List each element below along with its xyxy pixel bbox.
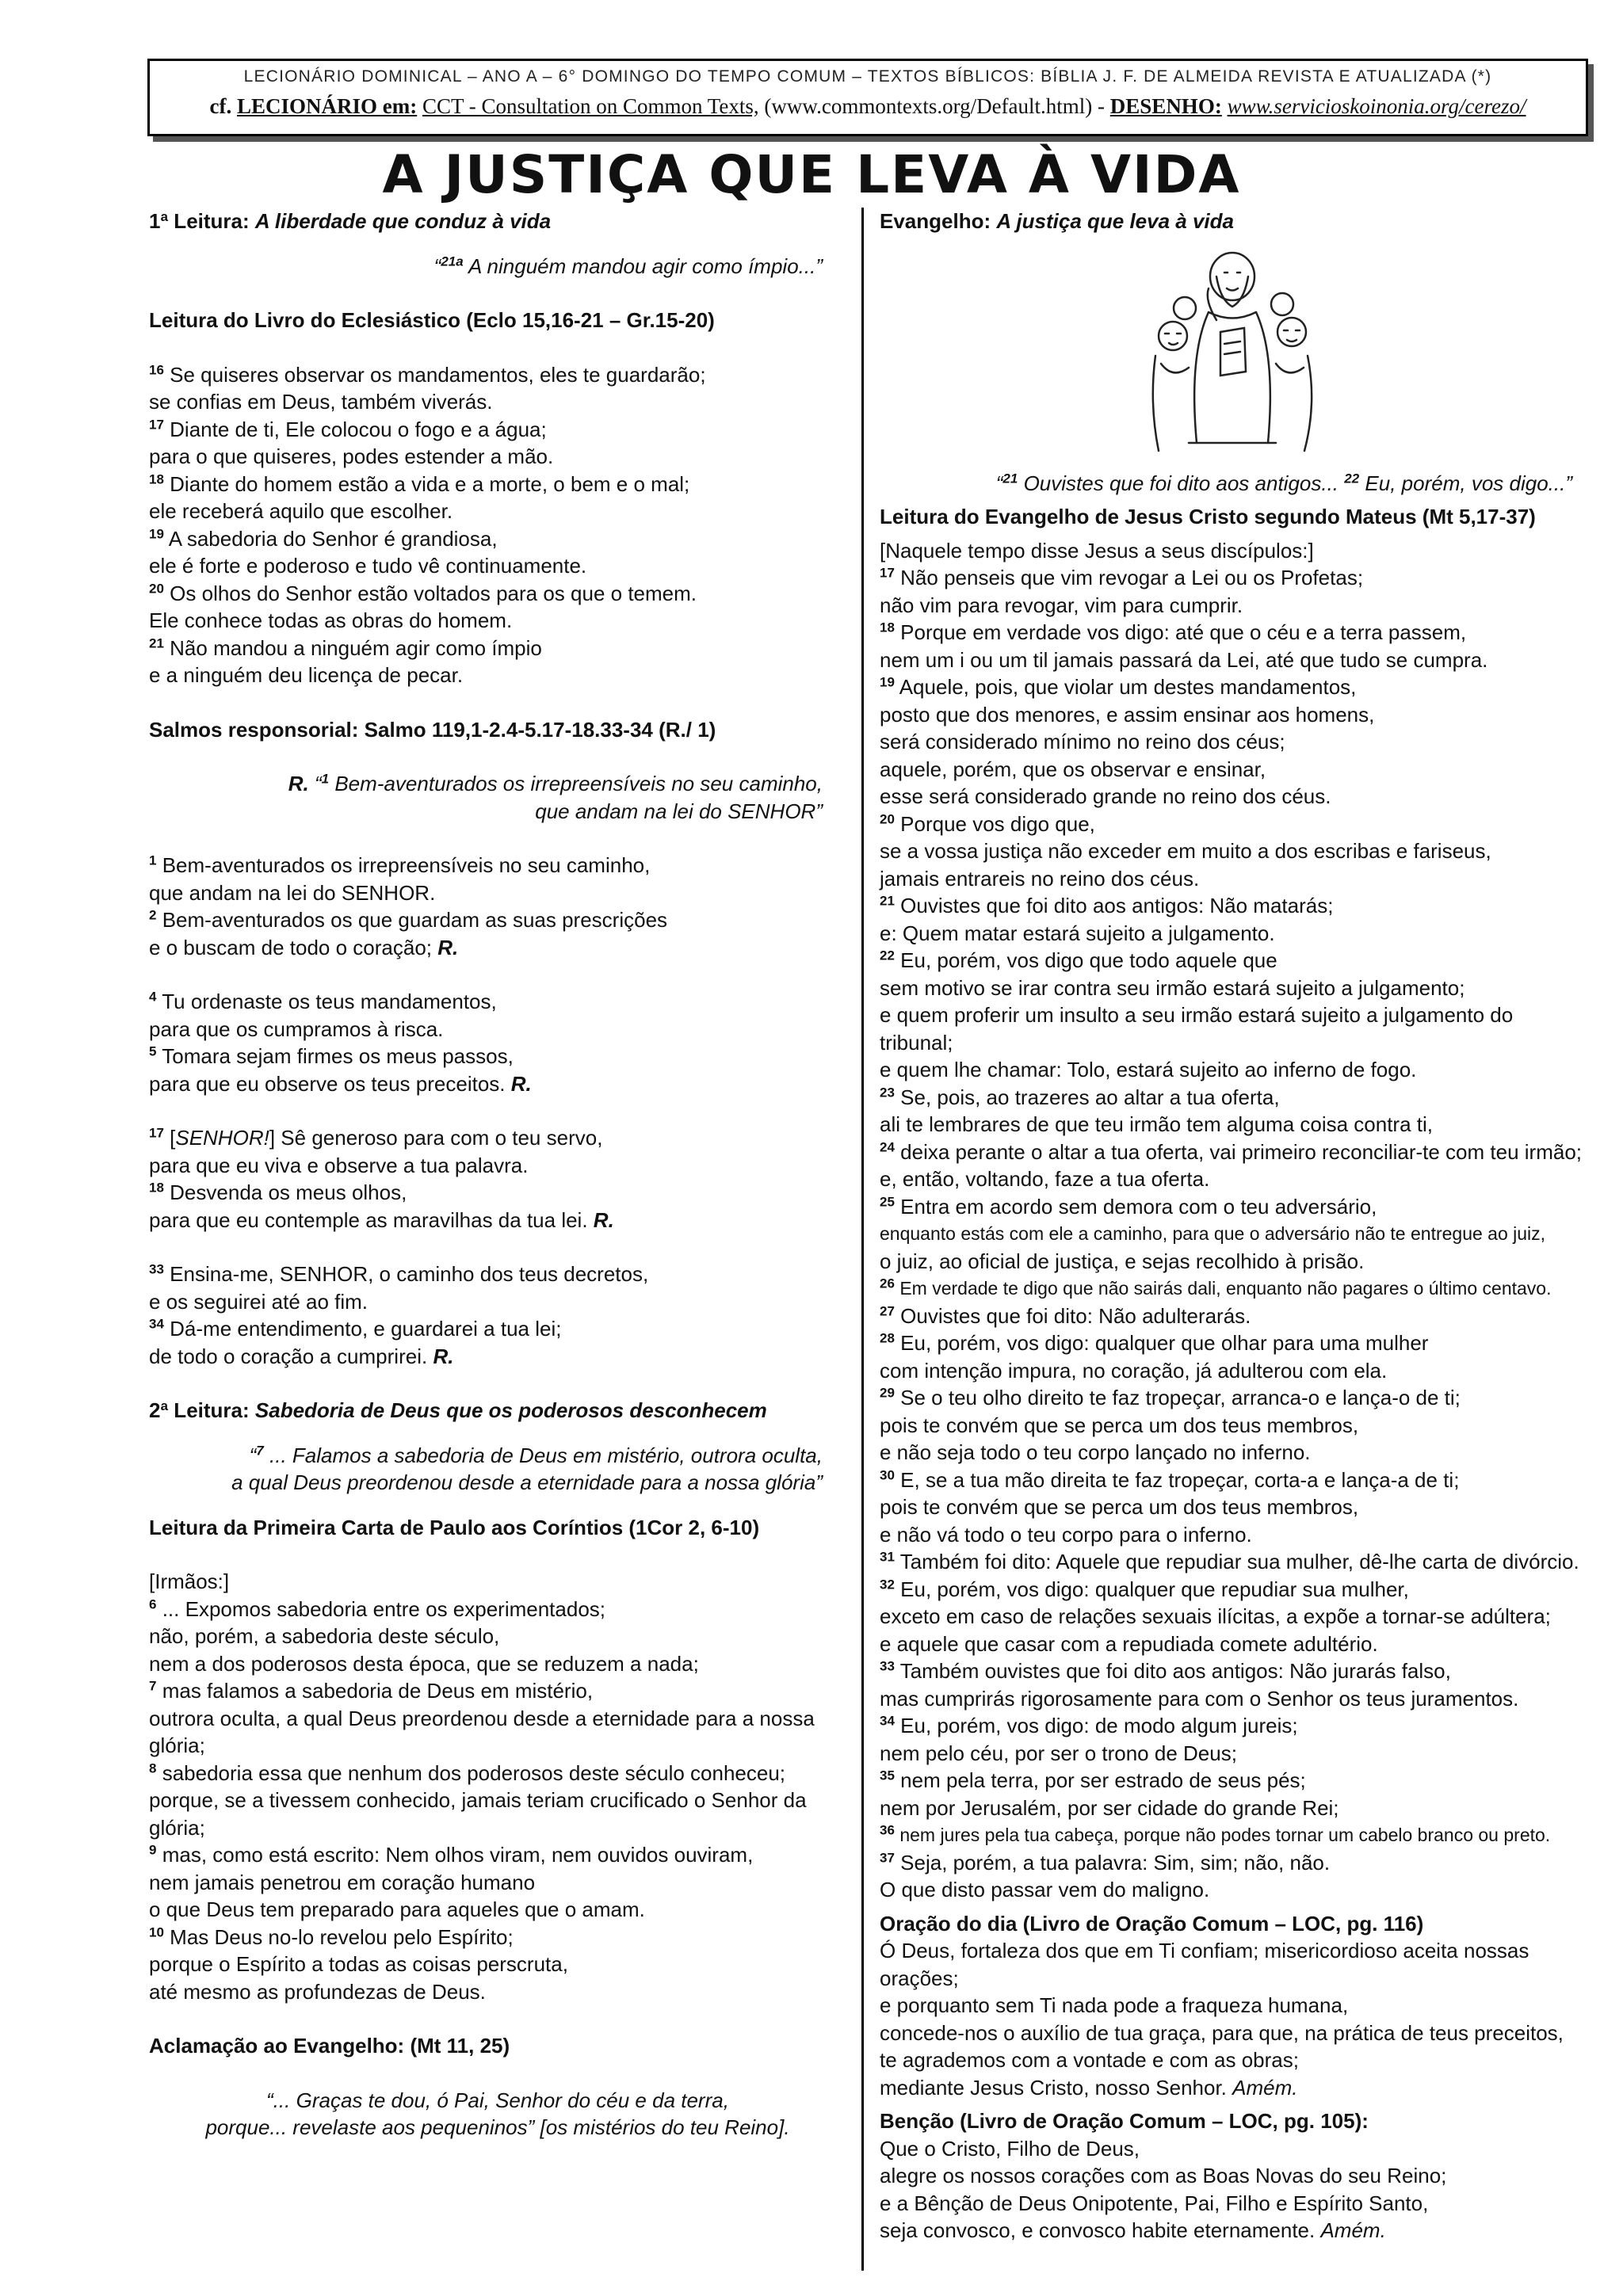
blessing-source: Benção (Livro de Oração Comum – LOC, pg. 105): [880,2109,1369,2133]
verse-line: não vim para revogar, vim para cumprir. [880,593,1243,617]
verse-line: $^4$ Tu ordenaste os teus mandamentos, [149,989,497,1013]
verse-line: nem a dos poderosos desta época, que se reduzem a nada; [149,1651,699,1676]
second-reading-quote-2: a qual Deus preordenou desde a eternidade para a nossa glória” [231,1470,823,1494]
verse-line: $^{18}$ Porque em verdade vos digo: até que o céu e a terra passem, [880,620,1467,644]
verse-line: O que disto passar vem do maligno. [880,1878,1210,1901]
prayer-source: Oração do dia (Livro de Oração Comum – LOC, pg. 116) [880,1911,1424,1936]
verse-line: $^{30}$ E, se a tua mão direita te faz tropeçar, corta-a e lança-a de ti; [880,1466,1460,1492]
verse-line: Ele conhece todas as obras do homem. [149,608,513,632]
verse-line: o que Deus tem preparado para aqueles que o amam. [149,1897,645,1921]
column-divider [861,208,864,2271]
verse-line: $^{36}$ nem jures pela tua cabeça, porque não podes tornar um cabelo branco ou preto. [880,1822,1551,1845]
verse-line: $^{16}$ Se quiseres observar os mandamentos, eles te guardarão; [149,361,706,387]
second-reading-source: Leitura da Primeira Carta de Paulo aos Coríntios (1Cor 2, 6-10) [149,1515,760,1539]
verse-line: e aquele que casar com a repudiada comete adultério. [880,1631,1378,1656]
verse-line: e não seja todo o teu corpo lançado no inferno. [880,1440,1311,1464]
prayer-last-line: mediante Jesus Cristo, nosso Senhor. Amém. [880,2075,1298,2100]
verse-line: $^1$ Bem-aventurados os irrepreensíveis no seu caminho, [149,852,651,877]
verse-line: se a vossa justiça não exceder em muito a dos escribas e fariseus, [880,839,1491,863]
acclamation-line-1: “... Graças te dou, ó Pai, Senhor do céu e da terra, [266,2088,729,2112]
verse-line: $^{31}$ Também foi dito: Aquele que repudiar sua mulher, dê-lhe carta de divórcio. [880,1549,1579,1573]
acclamation-source: Aclamação ao Evangelho: (Mt 11, 25) [149,2034,510,2058]
verse-line: e quem proferir um insulto a seu irmão estará sujeito a julgamento do tribunal; [880,1003,1514,1055]
text-line: te agrademos com a vontade e com as obras; [880,2048,1299,2072]
verse-line: $^{34}$ Dá-me entendimento, e guardarei a tua lei; [149,1316,562,1341]
verse-line: $^{23}$ Se, pois, ao trazeres ao altar a tua oferta, [880,1084,1280,1109]
text-line: concede-nos o auxílio de tua graça, para que, na prática de teus preceitos, [880,2020,1564,2045]
text-line: e porquanto sem Ti nada pode a fraqueza humana, [880,1993,1349,2017]
verse-line: $^{17}$ Diante de ti, Ele colocou o fogo e a água; [149,416,547,441]
verse-line: enquanto estás com ele a caminho, para que o adversário não te entregue ao juiz, [880,1223,1546,1244]
text-line: alegre os nossos corações com as Boas Novas do seu Reino; [880,2164,1447,2187]
first-reading-text [149,361,846,689]
left-column [149,208,846,2142]
verse-line: e a ninguém deu licença de pecar. [149,663,464,687]
verse-line: para que eu observe os teus preceitos. R. [149,1071,532,1096]
verse-line: ele receberá aquilo que escolher. [149,499,453,523]
blessing-last-line: seja convosco, e convosco habite eternamente. Amém. [880,2218,1386,2242]
verse-line: $^{27}$ Ouvistes que foi dito: Não adulterarás. [880,1302,1251,1328]
page-title: A JUSTIÇA QUE LEVA À VIDA [382,144,1241,205]
header-lecionario: LECIONÁRIO em: [236,94,418,118]
verse-line: e quem lhe chamar: Tolo, estará sujeito ao inferno de fogo. [880,1058,1417,1081]
jesus-disciples-drawing [880,245,1585,459]
gospel-intro: [Naquele tempo disse Jesus a seus discípulos:] [880,538,1314,563]
psalm-source: Salmos responsorial: Salmo 119,1-2.4-5.17-18.33-34 (R./ 1) [149,717,716,742]
psalm-stanza-1 [149,852,846,961]
verse-line: que andam na lei do SENHOR. [149,880,436,905]
psalm-stanza-2 [149,988,846,1097]
verse-line: e: Quem matar estará sujeito a julgamento. [880,921,1275,945]
verse-line: $^{25}$ Entra em acordo sem demora com o teu adversário, [880,1193,1377,1219]
verse-line: $^5$ Tomara sejam firmes os meus passos, [149,1043,514,1068]
verse-line: nem por Jerusalém, por ser cidade do grande Rei; [880,1795,1339,1820]
verse-line: e não vá todo o teu corpo para o inferno. [880,1522,1252,1547]
text-line: Que o Cristo, Filho de Deus, [880,2136,1140,2161]
verse-line: $^{21}$ Não mandou a ninguém agir como ímpio [149,635,542,660]
verse-line: $^{26}$ Em verdade te digo que não sairás dali, enquanto não pagares o último centavo. [880,1276,1552,1299]
verse-line: mas cumprirás rigorosamente para com o Senhor os teus juramentos. [880,1686,1519,1711]
verse-line: ele é forte e poderoso e tudo vê continuamente. [149,554,587,578]
gospel-text [880,564,1585,1904]
verse-line: $^{24}$ deixa perante o altar a tua oferta, vai primeiro reconciliar-te com teu irmão; [880,1138,1582,1164]
verse-line: pois te convém que se perca um dos teus membros, [880,1495,1359,1519]
verse-line: até mesmo as profundezas de Deus. [149,1979,486,2004]
verse-line: $^{33}$ Ensina-me, SENHOR, o caminho dos teus decretos, [149,1261,649,1286]
verse-line: porque o Espírito a todas as coisas perscruta, [149,1952,568,1976]
verse-line: $^9$ mas, como está escrito: Nem olhos viram, nem ouvidos ouviram, [149,1842,754,1867]
response-marker: R. [593,1207,614,1232]
verse-line: $^{18}$ Desvenda os meus olhos, [149,1180,407,1204]
right-column [880,208,1585,2245]
response-marker: R. [437,935,459,959]
verse-line: sem motivo se irar contra seu irmão estará sujeito a julgamento; [880,975,1465,1000]
second-reading-text [149,1596,846,2006]
first-reading-heading: 1ª Leitura: A liberdade que conduz à vida [149,209,552,233]
header-cct-url: (www.commontexts.org/Default.html) - [764,94,1106,118]
second-reading-quote: “$^7$ ... Falamos a sabedoria de Deus em mistério, outrora oculta, [249,1442,823,1467]
verse-line: de todo o coração a cumprirei. R. [149,1344,454,1368]
psalm-stanza-4 [149,1261,846,1370]
verse-line: não, porém, a sabedoria deste século, [149,1624,500,1648]
psalm-stanza-3: $^{17}$ [SENHOR!] Sê generoso para com o teu servo, para que eu viva e observe a tua palavra. $^{18}$ Desvenda os meus olhos, para que eu contemple as maravilhas da tua lei. R. [149,1124,846,1234]
second-reading-intro: [Irmãos:] [149,1569,230,1593]
verse-line: nem pelo céu, por ser o trono de Deus; [880,1741,1237,1765]
verse-line: $^{35}$ nem pela terra, por ser estrado de seus pés; [880,1768,1306,1792]
verse-line: $^{19}$ A sabedoria do Senhor é grandiosa, [149,525,498,551]
header-cct-link[interactable]: CCT - Consultation on Common Texts, [422,94,759,118]
verse-line: para que os cumpramos à risca. [149,1016,444,1041]
verse-line: $^{17}$ Não penseis que vim revogar a Lei ou os Profetas; [880,565,1364,589]
header-line-1: LECIONÁRIO DOMINICAL – ANO A – 6° DOMINGO DO TEMPO COMUM – TEXTOS BÍBLICOS: BÍBLIA J. F. DE ALMEIDA REVISTA E ATUALIZADA (*) [243,67,1492,86]
verse-line: $^{33}$ Também ouvistes que foi dito aos antigos: Não jurarás falso, [880,1658,1451,1683]
gospel-source: Leitura do Evangelho de Jesus Cristo segundo Mateus (Mt 5,17-37) [880,505,1536,528]
prayer-text [880,1937,1585,2074]
verse-line: $^{20}$ Os olhos do Senhor estão voltados para os que o temem. [149,580,697,605]
verse-line: outrora oculta, a qual Deus preordenou desde a eternidade para a nossa glória; [149,1706,815,1757]
verse-line: para que eu contemple as maravilhas da tua lei. R. [149,1207,614,1232]
second-reading-heading: 2ª Leitura: Sabedoria de Deus que os poderosos desconhecem [149,1398,767,1422]
verse-line: para o que quiseres, podes estender a mão. [149,444,554,468]
verse-line: posto que dos menores, e assim ensinar aos homens, [880,702,1375,727]
header-box [147,59,1588,136]
verse-line: $^{22}$ Eu, porém, vos digo que todo aquele que [880,948,1277,972]
verse-line: jamais entrareis no reino dos céus. [880,866,1200,891]
acclamation-line-2: porque... revelaste aos pequeninos” [os mistérios do teu Reino]. [205,2115,790,2139]
verse-line: $^{29}$ Se o teu olho direito te faz tropeçar, arranca-o e lança-o de ti; [880,1385,1461,1409]
verse-line: $^{37}$ Seja, porém, a tua palavra: Sim, sim; não, não. [880,1849,1331,1875]
psalm-refrain-2: que andam na lei do SENHOR” [535,799,823,823]
header-desenho-link[interactable]: www.servicioskoinonia.org/cerezo/ [1227,94,1526,118]
verse-line: $^{28}$ Eu, porém, vos digo: qualquer que olhar para uma mulher [880,1330,1429,1355]
verse-line: $^{18}$ Diante do homem estão a vida e a morte, o bem e o mal; [149,471,690,496]
verse-line: aquele, porém, que os observar e ensinar, [880,757,1266,781]
header-line-2 [158,94,1578,119]
verse-line: com intenção impura, no coração, já adulterou com ela. [880,1358,1388,1383]
header-desenho: DESENHO: [1109,94,1222,118]
verse-line: e os seguirei até ao fim. [149,1289,369,1314]
verse-line: $^{34}$ Eu, porém, vos digo: de modo algum jureis; [880,1713,1298,1737]
verse-line: esse será considerado grande no reino dos céus. [880,784,1331,808]
verse-line: $^{10}$ Mas Deus no-lo revelou pelo Espírito; [149,1924,514,1949]
verse-line: $^2$ Bem-aventurados os que guardam as suas prescrições [149,907,668,932]
verse-line: será considerado mínimo no reino dos céus; [880,730,1285,753]
verse-line: se confias em Deus, também viverás. [149,390,493,414]
verse-line: e o buscam de todo o coração; R. [149,935,459,959]
blessing-text [880,2135,1585,2218]
verse-line: e, então, voltando, faze a tua oferta. [880,1167,1210,1191]
verse-line: nem jamais penetrou em coração humano [149,1870,536,1894]
response-marker: R. [510,1071,532,1096]
verse-line: exceto em caso de relações sexuais ilícitas, a expõe a tornar-se adúltera; [880,1604,1551,1628]
verse-line: pois te convém que se perca um dos teus membros, [880,1413,1359,1437]
response-marker: R. [433,1344,454,1368]
verse-line: $^{21}$ Ouvistes que foi dito aos antigos: Não matarás; [880,893,1334,917]
psalm-refrain: R. “$^1$ Bem-aventurados os irrepreensíveis no seu caminho, [288,771,823,795]
header-cf: cf. [209,94,232,118]
gospel-heading: Evangelho: A justiça que leva à vida [880,209,1234,233]
verse-line: $^{20}$ Porque vos digo que, [880,810,1095,836]
text-line: e a Bênção de Deus Onipotente, Pai, Filho e Espírito Santo, [880,2191,1429,2215]
first-reading-quote: “$^{21a}$ A ninguém mandou agir como ímpio...” [433,253,823,278]
verse-line: $^8$ sabedoria essa que nenhum dos poderosos deste século conheceu; [149,1760,786,1785]
verse-line: para que eu viva e observe a tua palavra. [149,1153,529,1177]
verse-line: ali te lembrares de que teu irmão tem alguma coisa contra ti, [880,1112,1434,1136]
text-line: Ó Deus, fortaleza dos que em Ti confiam; misericordioso aceita nossas orações; [880,1939,1529,1990]
verse-line: o juiz, ao oficial de justiça, e sejas recolhido à prisão. [880,1249,1365,1273]
verse-line: $^{32}$ Eu, porém, vos digo: qualquer que repudiar sua mulher, [880,1576,1409,1601]
gospel-quote: “$^{21}$ Ouvistes que foi dito aos antigos... $^{22}$ Eu, porém, vos digo...” [995,470,1572,495]
verse-line: $^6$ ... Expomos sabedoria entre os experimentados; [149,1596,606,1621]
first-reading-source: Leitura do Livro do Eclesiástico (Eclo 15,16-21 – Gr.15-20) [149,308,715,332]
verse-line: porque, se a tivessem conhecido, jamais teriam crucificado o Senhor da glória; [149,1788,807,1840]
verse-line: $^{19}$ Aquele, pois, que violar um destes mandamentos, [880,674,1357,699]
verse-line: $^7$ mas falamos a sabedoria de Deus em mistério, [149,1678,594,1703]
verse-line: nem um i ou um til jamais passará da Lei, até que tudo se cumpra. [880,647,1488,672]
